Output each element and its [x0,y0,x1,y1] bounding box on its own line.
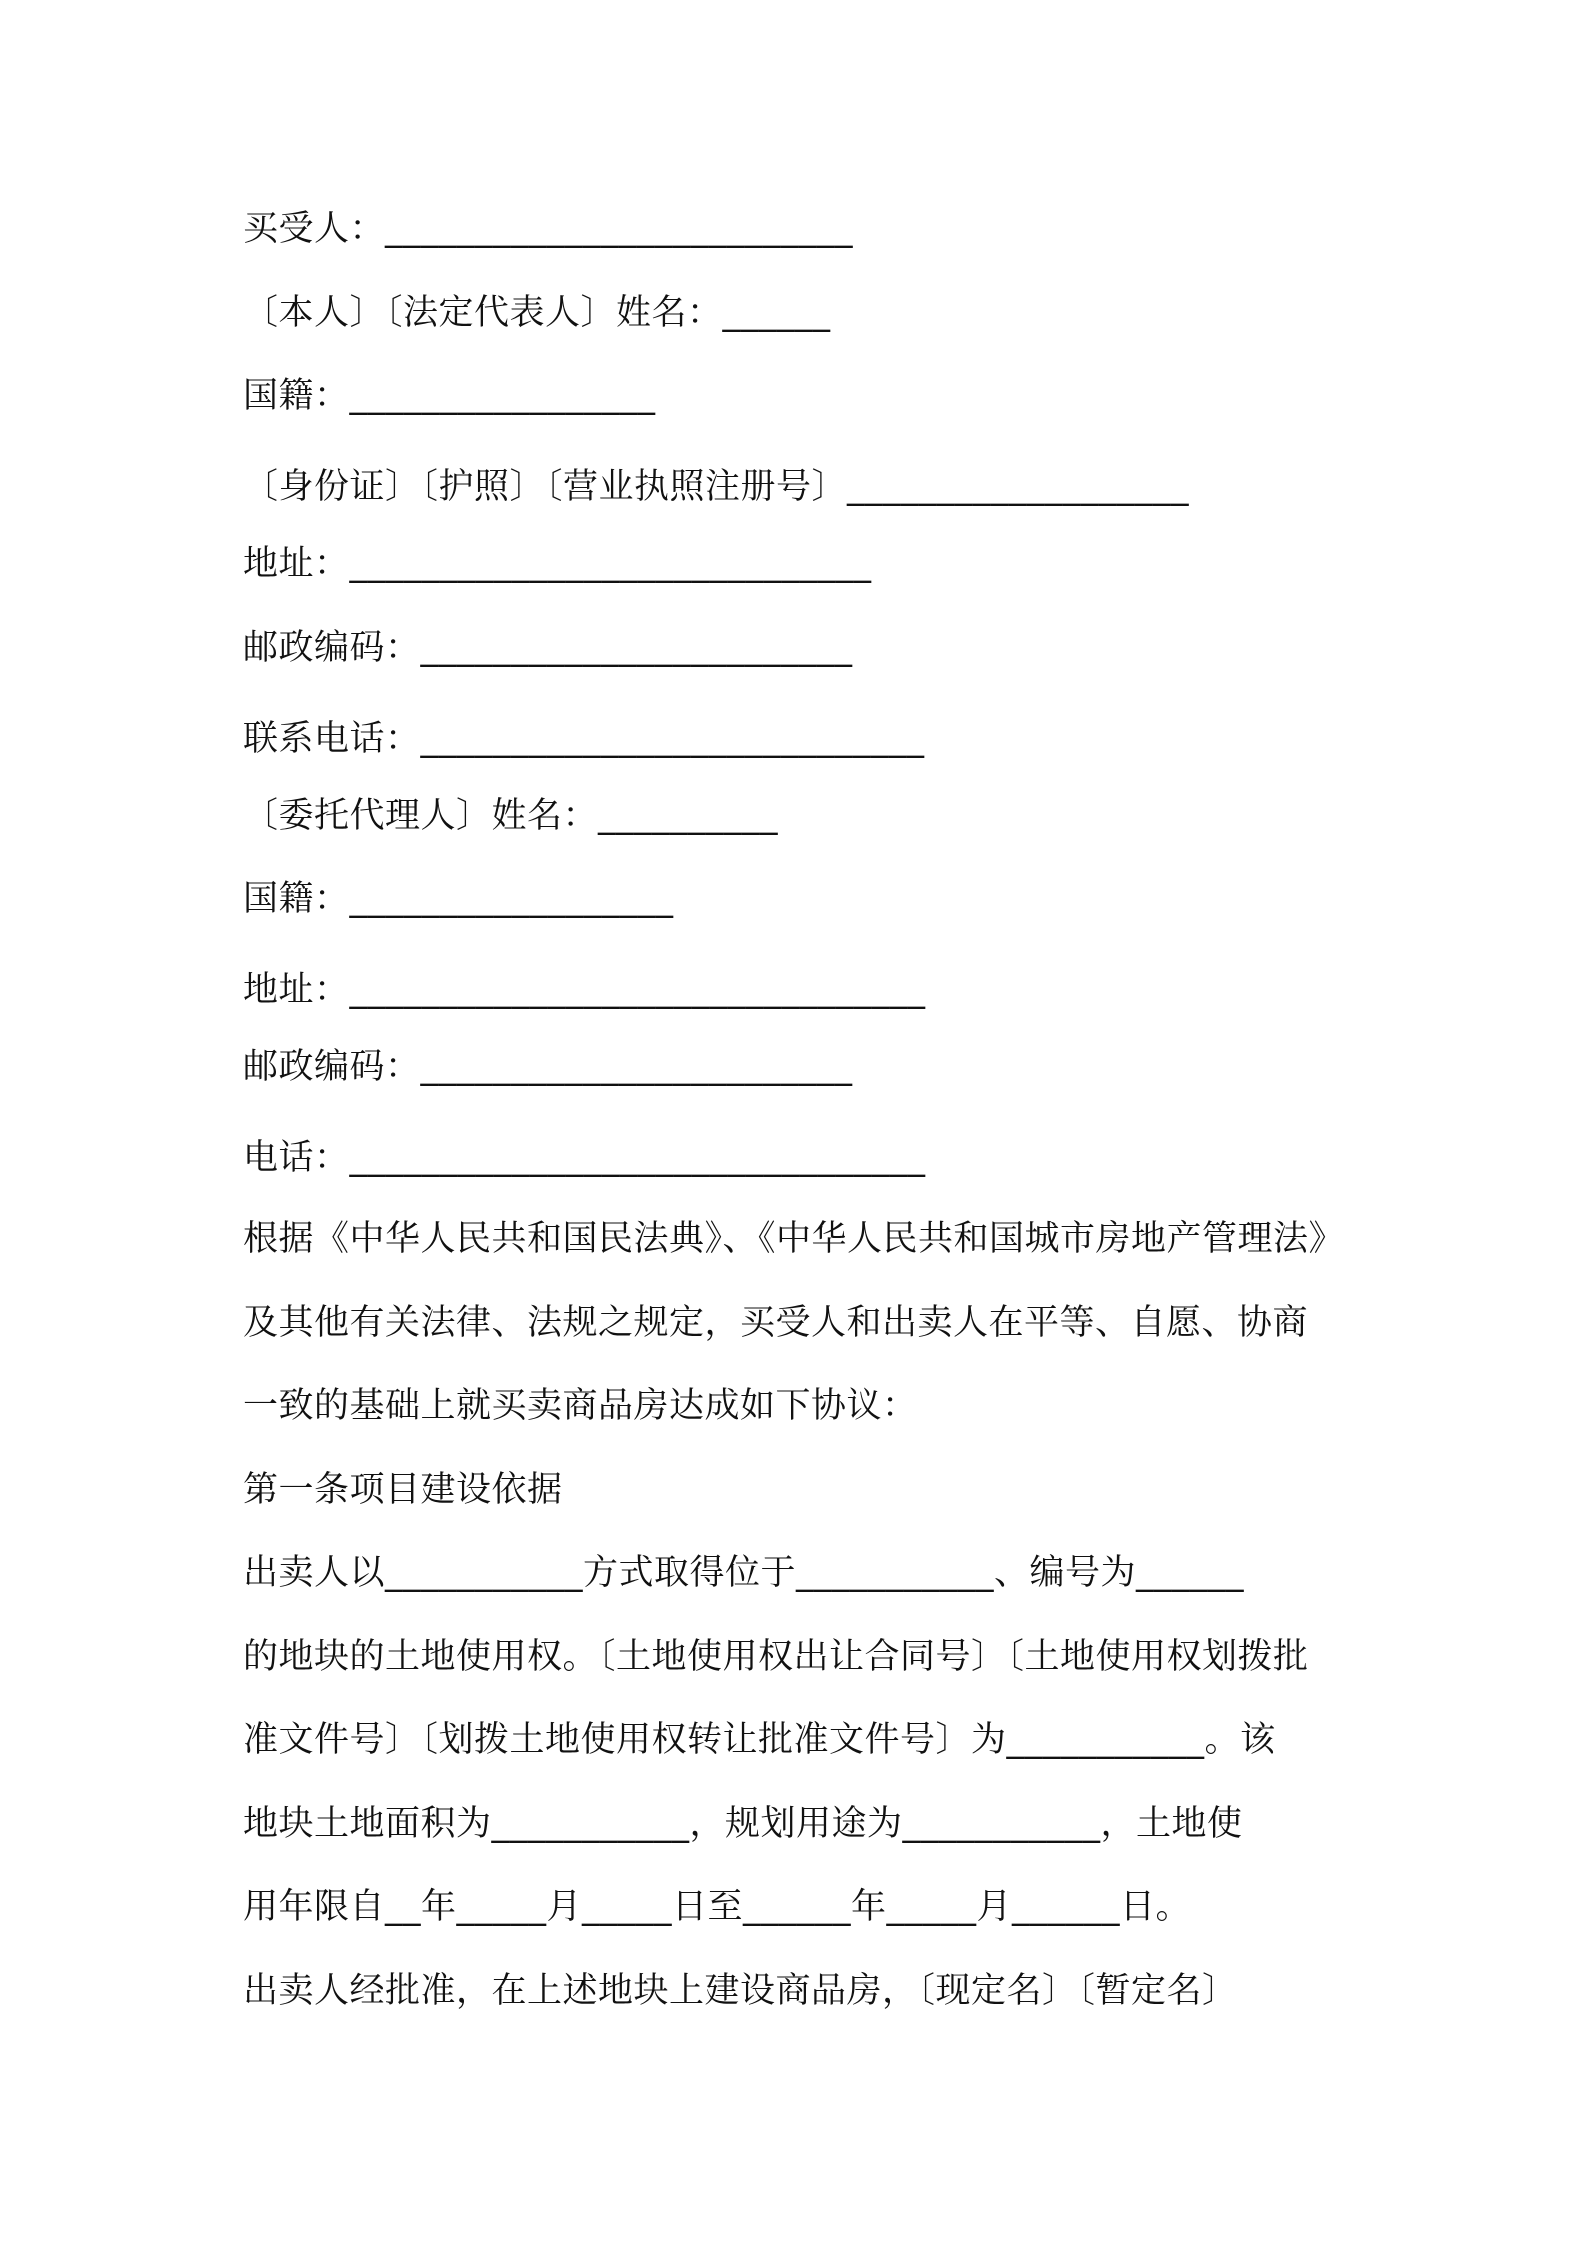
agent-postal-code-field: 邮政编码：________________________ [243,1047,853,1087]
agent-phone-field: 电话：________________________________ [243,1138,926,1178]
preamble-line: 及其他有关法律、法规之规定，买受人和出卖人在平等、自愿、协商 [243,1303,1309,1343]
agent-nationality-field: 国籍：__________________ [243,879,674,919]
representative-name-field: 〔本人〕〔法定代表人〕姓名：______ [243,293,831,333]
preamble-line: 一致的基础上就买卖商品房达成如下协议： [243,1386,918,1426]
article-1-line: 准文件号〕〔划拨土地使用权转让批准文件号〕为___________。该 [243,1720,1276,1760]
id-number-field: 〔身份证〕〔护照〕〔营业执照注册号〕___________________ [243,467,1190,507]
article-1-line: 出卖人以___________方式取得位于___________、编号为______ [243,1553,1245,1593]
buyer-postal-code-field: 邮政编码：________________________ [243,628,853,668]
article-1-line: 地块土地面积为___________，规划用途为___________，土地使 [243,1804,1243,1844]
article-1-line: 用年限自__年_____月_____日至______年_____月______日。 [243,1887,1192,1927]
agent-name-field: 〔委托代理人〕姓名：__________ [243,796,779,836]
agent-address-field: 地址：________________________________ [243,970,926,1010]
buyer-field: 买受人：__________________________ [243,209,854,249]
buyer-phone-field: 联系电话：____________________________ [243,719,925,759]
preamble-line: 根据《中华人民共和国民法典》、《中华人民共和国城市房地产管理法》 [243,1219,1345,1259]
buyer-address-field: 地址：_____________________________ [243,544,872,584]
article-1-line: 的地块的土地使用权。〔土地使用权出让合同号〕〔土地使用权划拨批 [243,1637,1309,1677]
article-1-title: 第一条项目建设依据 [243,1470,563,1510]
buyer-nationality-field: 国籍：_________________ [243,376,656,416]
article-1-line: 出卖人经批准，在上述地块上建设商品房，〔现定名〕〔暂定名〕 [243,1971,1238,2011]
